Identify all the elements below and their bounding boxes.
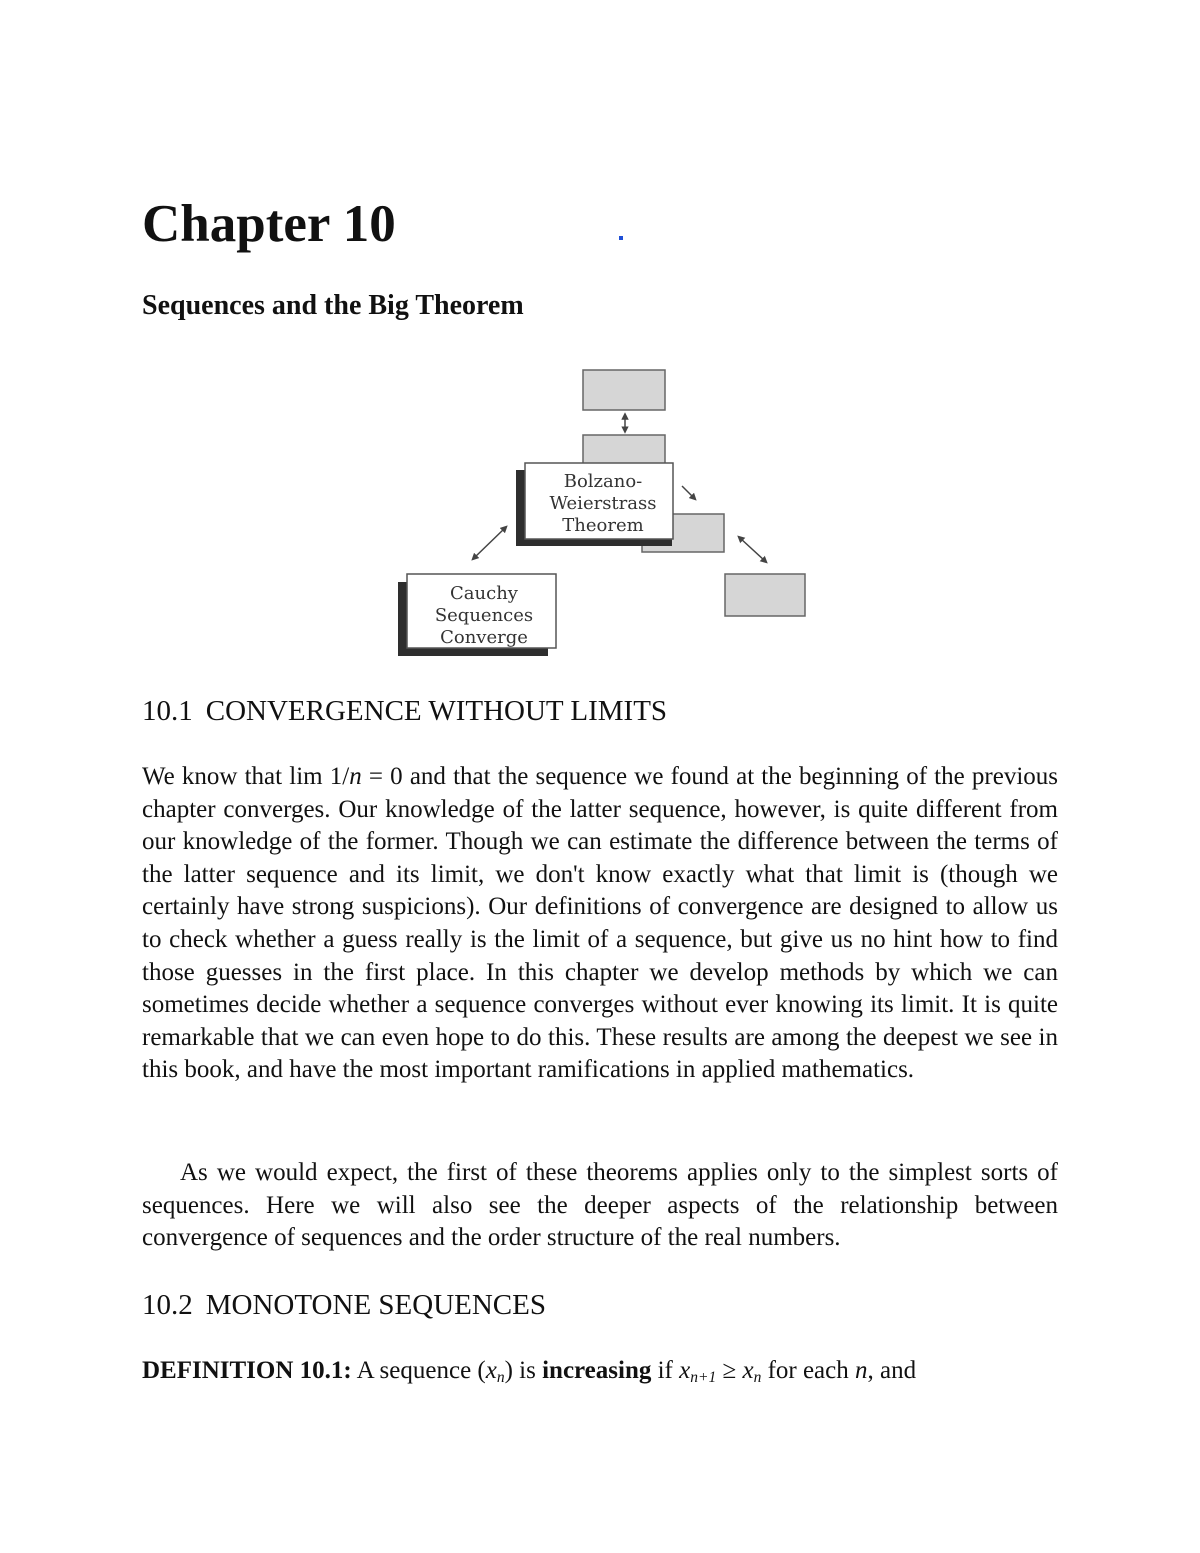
section-heading-10-2	[142, 1288, 546, 1322]
variable-x: x	[679, 1357, 691, 1384]
subscript-n: n	[496, 1368, 505, 1386]
placeholder-box-bottom-right	[725, 574, 805, 616]
theorem-diagram	[390, 362, 820, 662]
paragraph-text: We know that lim 1/	[142, 763, 350, 790]
section-heading-10-1	[142, 694, 667, 728]
paragraph-expectation: As we would expect, the first of these theorems applies only to the simplest sorts of sequences. Here we will also see the deeper aspects of the relationship between convergence of sequences and the order structure of the real numbers.	[142, 1159, 1058, 1252]
definition-text: for each	[761, 1357, 856, 1384]
placeholder-box-second	[583, 435, 665, 467]
bolzano-weierstrass-box	[516, 463, 673, 546]
variable-x: x	[485, 1357, 497, 1384]
bolzano-line-2: Weierstrass	[549, 493, 657, 514]
section-title: CONVERGENCE WITHOUT LIMITS	[205, 695, 668, 727]
variable-x: x	[742, 1357, 754, 1384]
paragraph-convergence	[142, 761, 1058, 1087]
definition-10-1	[142, 1355, 1058, 1388]
definition-text: , and	[867, 1357, 917, 1384]
definition-label: DEFINITION 10.1:	[142, 1357, 352, 1384]
section-number: 10.2	[142, 1289, 193, 1321]
cauchy-line-3: Converge	[440, 627, 528, 648]
term-increasing: increasing	[542, 1357, 652, 1384]
cauchy-line-1: Cauchy	[450, 583, 518, 604]
section-number: 10.1	[142, 695, 193, 727]
paragraph-text: = 0 and that the sequence we found at the beginning of the previous chapter converges. Our knowledge of the latter sequence, however, is quite different from our knowledge of the former. Though we can estimate the difference between the terms of the latter sequence and its limit, we don't know exactly what that limit is (though we certainly have strong suspicions). Our definitions of convergence are designed to allow us to check whether a guess really is the limit of a sequence, but give us no hint how to find those guesses in the first place. In this chapter we develop methods by which we can sometimes decide whether a sequence converges without ever knowing its limit. It is quite remarkable that we can even hope to do this. These results are among the deepest we see in this book, and have the most important ramifications in applied mathematics.	[142, 763, 1058, 1084]
bolzano-line-1: Bolzano-	[563, 471, 643, 492]
blue-dot-mark	[619, 236, 623, 240]
section-title: MONOTONE SEQUENCES	[205, 1289, 546, 1321]
symbol-ge: ≥	[716, 1357, 743, 1384]
arrow-right-middle-to-bottom	[740, 538, 765, 561]
definition-text: A sequence (	[351, 1357, 486, 1384]
variable-n: n	[349, 763, 362, 790]
cauchy-sequences-box	[398, 574, 556, 656]
subscript-n: n	[753, 1368, 762, 1386]
variable-n: n	[855, 1357, 868, 1384]
definition-text: if	[651, 1357, 680, 1384]
chapter-subtitle: Sequences and the Big Theorem	[142, 290, 524, 321]
arrow-cauchy-to-bolzano	[474, 528, 505, 558]
bolzano-line-3: Theorem	[562, 515, 644, 536]
arrow-center-to-right	[682, 486, 694, 498]
subscript-n-plus-1: n+1	[690, 1368, 717, 1386]
cauchy-line-2: Sequences	[434, 605, 534, 626]
definition-text: ) is	[504, 1357, 543, 1384]
placeholder-box-top	[583, 370, 665, 410]
chapter-title: Chapter 10	[142, 195, 396, 253]
